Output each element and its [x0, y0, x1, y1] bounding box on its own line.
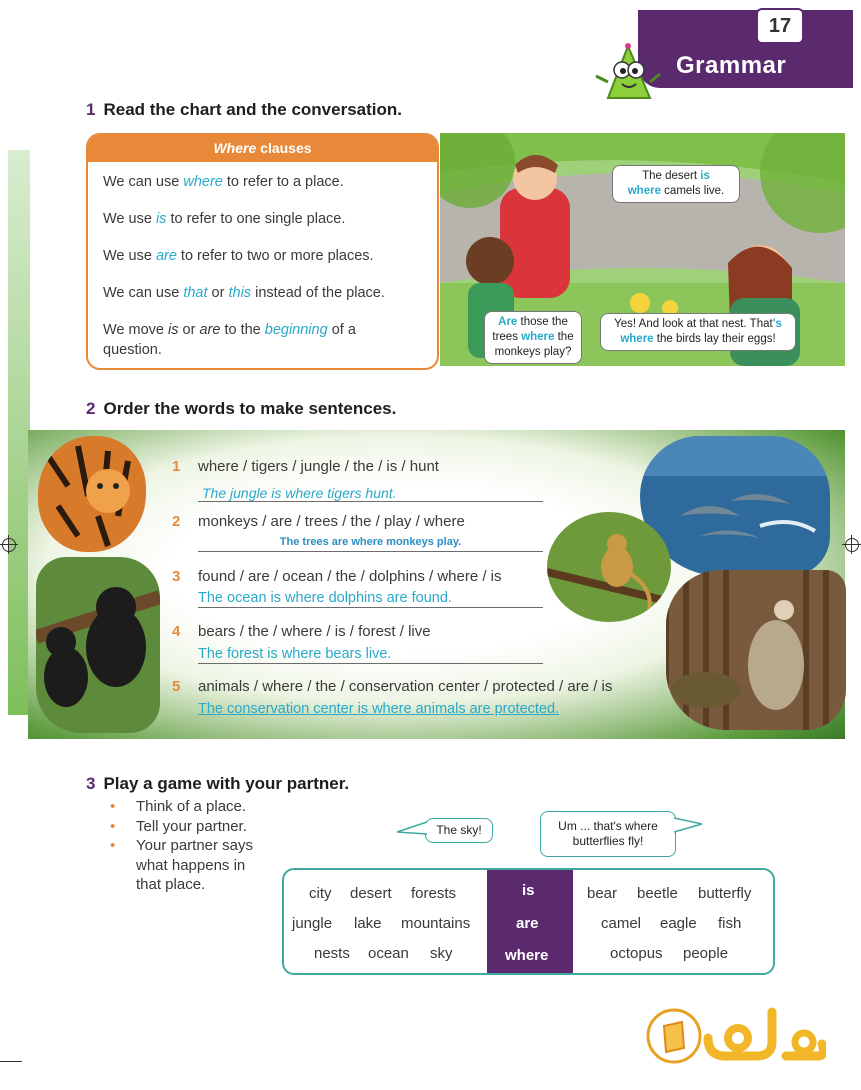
speech-bubble: Um ... that's where butterflies fly! [540, 811, 676, 857]
mascot-icon [594, 40, 662, 104]
word-cell[interactable]: sky [430, 945, 453, 962]
word-cell[interactable]: octopus [610, 945, 663, 962]
bubble-tail-icon [395, 820, 429, 836]
verb-cell[interactable]: is [522, 882, 535, 899]
chart-heading: Where clauses [88, 135, 437, 162]
answer-line[interactable]: The forest is where bears live. [198, 646, 543, 664]
exercise-number: 3 [86, 774, 96, 793]
word-cell[interactable]: city [309, 885, 332, 902]
word-cell[interactable]: beetle [637, 885, 678, 902]
exercise-item: 5 animals / where / the / conservation center / protected / are / is [172, 678, 613, 695]
word-cell[interactable]: mountains [401, 915, 471, 932]
exercise-item: 4 bears / the / where / is / forest / live [172, 623, 431, 640]
bubble-tail-icon [672, 816, 704, 834]
instruction-text: Play a game with your partner. [103, 774, 350, 793]
exercise-item: 3 found / are / ocean / the / dolphins / where / is [172, 568, 502, 585]
word-cell[interactable]: desert [350, 885, 392, 902]
speech-bubble: Yes! And look at that nest. That's where the birds lay their eggs! [600, 313, 796, 351]
verb-cell[interactable]: are [516, 915, 539, 932]
instruction-3 [86, 774, 349, 794]
exercise-item: 1 where / tigers / jungle / the / is / hunt [172, 458, 439, 475]
instruction-1 [86, 100, 402, 120]
word-cell[interactable]: camel [601, 915, 642, 932]
chart-rule: We can use that or this instead of the place. [103, 285, 385, 301]
word-cell[interactable]: people [683, 945, 729, 962]
word-cell[interactable]: eagle [660, 915, 697, 932]
chart-rule: We move is or are to the beginning of a question. [103, 322, 356, 358]
instruction-2 [86, 399, 396, 419]
chart-rule: We can use where to refer to a place. [103, 174, 344, 190]
list-item: • Tell your partner. [110, 817, 260, 837]
grammar-header-tab [638, 10, 853, 88]
verb-cell[interactable]: where [505, 947, 549, 964]
conversation-illustration [440, 133, 845, 366]
speech-bubble: Are those the trees where the monkeys play? [484, 311, 582, 364]
section-title: Grammar [676, 52, 787, 79]
word-cell[interactable]: lake [354, 915, 382, 932]
word-table [282, 868, 775, 975]
word-cell[interactable]: jungle [292, 915, 333, 932]
grammar-chart [86, 133, 439, 370]
exercise-item: 2 monkeys / are / trees / the / play / where [172, 513, 465, 530]
decorative-strip [8, 150, 30, 715]
word-cell[interactable]: bear [587, 885, 618, 902]
bear-photo [36, 557, 160, 733]
divider [0, 1061, 22, 1062]
speech-bubble: The sky! [425, 818, 493, 843]
answer-line[interactable]: The jungle is where tigers hunt. [198, 485, 543, 502]
exercise-number: 1 [86, 100, 96, 119]
logo-icon [646, 998, 826, 1068]
word-cell[interactable]: ocean [368, 945, 409, 962]
page-number: 17 [756, 8, 804, 44]
word-cell[interactable]: fish [718, 915, 742, 932]
chart-rule: We use is to refer to one single place. [103, 211, 346, 227]
answer-line[interactable]: The trees are where monkeys play. [198, 536, 543, 552]
list-item: • Your partner says what happens in that place. [110, 836, 260, 895]
registration-mark-icon [2, 538, 16, 552]
tiger-photo [38, 436, 146, 552]
registration-mark-icon [845, 538, 859, 552]
instruction-text: Order the words to make sentences. [103, 399, 397, 418]
word-cell[interactable]: butterfly [698, 885, 752, 902]
vulture-photo [666, 570, 846, 730]
answer-line[interactable]: The ocean is where dolphins are found. [198, 590, 543, 608]
word-cell[interactable]: nests [314, 945, 350, 962]
word-cell[interactable]: forests [411, 885, 457, 902]
chart-rule: We use are to refer to two or more places. [103, 248, 374, 264]
exercise-number: 2 [86, 399, 96, 418]
list-item: • Think of a place. [110, 797, 260, 817]
instruction-text: Read the chart and the conversation. [103, 100, 402, 119]
game-steps [110, 797, 260, 895]
speech-bubble: The desert is where camels live. [612, 165, 740, 203]
answer-line[interactable]: The conservation center is where animals are protected. [198, 701, 560, 717]
